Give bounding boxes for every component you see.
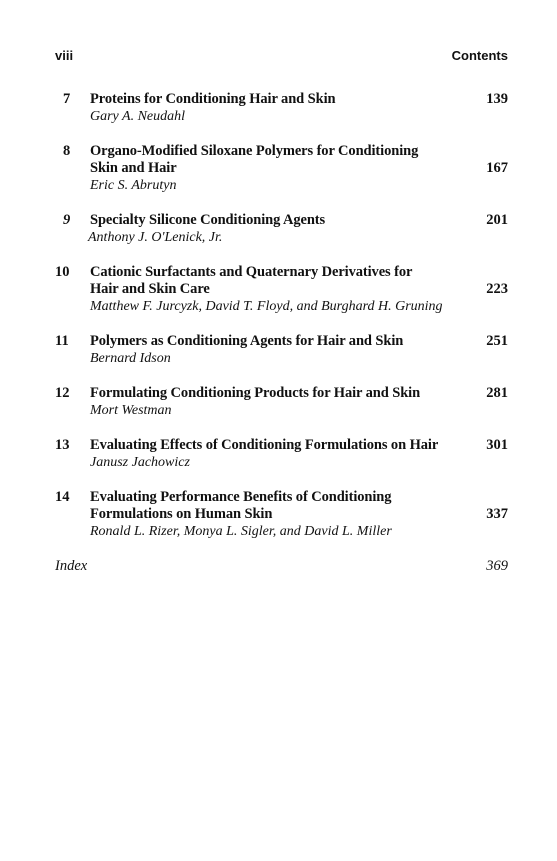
chapter-page: 301 <box>486 437 508 453</box>
chapter-page: 139 <box>486 91 508 107</box>
chapter-title: Organo-Modified Siloxane Polymers for Conditioning Skin and Hair <box>90 143 419 176</box>
chapter-title: Evaluating Performance Benefits of Conditioning Formulations on Human Skin <box>90 489 392 522</box>
chapter-authors: Matthew F. Jurcyzk, David T. Floyd, and Burghard H. Gruning <box>90 299 443 314</box>
chapter-title: Polymers as Conditioning Agents for Hair and Skin <box>90 333 404 349</box>
chapter-page: 251 <box>486 333 508 349</box>
chapter-page: 337 <box>486 506 508 522</box>
page-header <box>55 48 508 66</box>
index-page: 369 <box>486 558 508 574</box>
toc-entry[interactable] <box>55 385 508 419</box>
chapter-authors: Ronald L. Rizer, Monya L. Sigler, and David L. Miller <box>90 524 392 539</box>
chapter-page: 223 <box>486 281 508 297</box>
index-label: Index <box>55 558 88 574</box>
toc-entry[interactable] <box>55 212 508 246</box>
chapter-number: 14 <box>55 489 70 505</box>
chapter-title: Evaluating Effects of Conditioning Formulations on Hair <box>90 437 439 453</box>
toc-entry[interactable] <box>55 489 508 540</box>
chapter-title: Cationic Surfactants and Quaternary Derivatives for Hair and Skin Care <box>90 264 413 297</box>
chapter-authors: Gary A. Neudahl <box>90 109 186 124</box>
toc-entry[interactable] <box>55 264 508 315</box>
toc-entry[interactable] <box>55 437 508 471</box>
toc-entry[interactable] <box>55 143 508 194</box>
chapter-title: Proteins for Conditioning Hair and Skin <box>90 91 336 107</box>
chapter-authors: Eric S. Abrutyn <box>90 178 177 193</box>
chapter-authors: Janusz Jachowicz <box>90 455 190 470</box>
chapter-authors: Mort Westman <box>90 403 172 418</box>
chapter-authors: Bernard Idson <box>90 351 171 366</box>
chapter-number: 7 <box>63 91 71 107</box>
chapter-number: 9 <box>63 212 71 228</box>
page-folio: viii <box>55 48 74 63</box>
table-of-contents <box>55 91 508 575</box>
chapter-number: 8 <box>63 143 71 159</box>
chapter-page: 167 <box>486 160 508 176</box>
chapter-authors: Anthony J. O'Lenick, Jr. <box>88 230 223 245</box>
running-head: Contents <box>451 48 508 63</box>
chapter-title: Formulating Conditioning Products for Hair and Skin <box>90 385 421 401</box>
chapter-page: 201 <box>486 212 508 228</box>
chapter-number: 12 <box>55 385 70 401</box>
chapter-number: 13 <box>55 437 70 453</box>
toc-entry[interactable] <box>55 91 508 125</box>
chapter-number: 11 <box>55 333 69 349</box>
chapter-number: 10 <box>55 264 70 280</box>
toc-entry[interactable] <box>55 333 508 367</box>
toc-index-entry[interactable] <box>55 558 508 575</box>
chapter-title: Specialty Silicone Conditioning Agents <box>90 212 326 228</box>
chapter-page: 281 <box>486 385 508 401</box>
